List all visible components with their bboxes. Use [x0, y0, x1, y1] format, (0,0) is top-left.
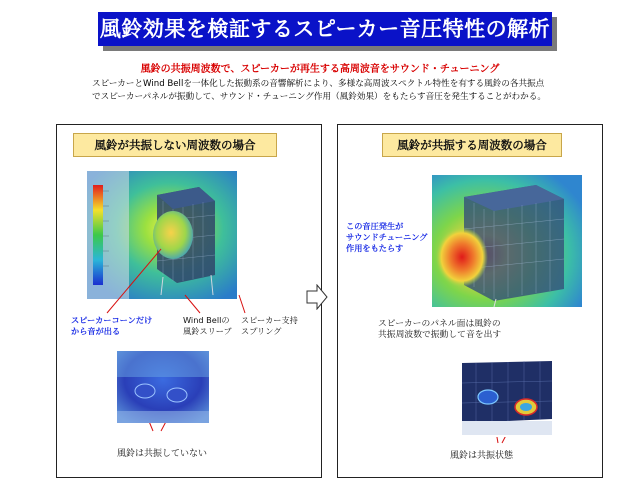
- speaker-spring-annotation: [241, 315, 298, 337]
- non-resonance-bell-detail-image: [117, 351, 209, 423]
- wind-bell-sleeve-annotation-line-1: Wind Bellの: [183, 315, 230, 325]
- speaker-cone-annotation-line-2: から音が出る: [71, 326, 121, 336]
- panel-vibration-annotation-line-1: スピーカーのパネル面は風鈴の: [378, 319, 501, 329]
- page-title: 風鈴効果を検証するスピーカー音圧特性の解析: [98, 12, 552, 46]
- speaker-spring-annotation-line-2: スプリング: [241, 326, 282, 336]
- wind-bell-sleeve-annotation-line-2: 風鈴スリーブ: [183, 326, 232, 336]
- description-line-1: スピーカーとWind Bellを一体化した振動系の音響解析により、多様な高周波スペクトル特性を有する風鈴の各共振点: [92, 79, 545, 89]
- sound-tuning-annotation-line-3: 作用をもたらす: [346, 243, 404, 253]
- transition-arrow-icon: [306, 284, 328, 314]
- non-resonance-heading: 風鈴が共振しない周波数の場合: [73, 133, 277, 157]
- sound-tuning-annotation-line-1: この音圧発生が: [346, 221, 404, 231]
- resonance-panel: [337, 124, 603, 478]
- sound-tuning-annotation-line-2: サウンドチューニング: [346, 232, 428, 242]
- subtitle: 風鈴の共振周波数で、スピーカーが再生する高周波音をサウンド・チューニング: [140, 64, 500, 75]
- left-callout-lines: [57, 125, 321, 477]
- speaker-cone-annotation: [71, 315, 152, 337]
- speaker-cone-annotation-line-1: スピーカーコーンだけ: [71, 315, 153, 325]
- resonance-bell-detail-image: [456, 357, 558, 437]
- wind-bell-sleeve-annotation: [183, 315, 232, 337]
- speaker-spring-annotation-line-1: スピーカー支持: [241, 315, 298, 325]
- panel-vibration-annotation-line-2: 共振周波数で振動して音を出す: [378, 330, 502, 340]
- non-resonance-panel: [56, 124, 322, 478]
- description-line-2: でスピーカーパネルが振動して、サウンド・チューニング作用（風鈴効果）をもたらす音圧を発生することがわかる。: [92, 92, 546, 102]
- resonance-caption: 風鈴は共振状態: [450, 451, 514, 461]
- description: [92, 78, 612, 104]
- non-resonance-caption: 風鈴は共振していない: [117, 449, 208, 459]
- resonance-heading: 風鈴が共振する周波数の場合: [382, 133, 562, 157]
